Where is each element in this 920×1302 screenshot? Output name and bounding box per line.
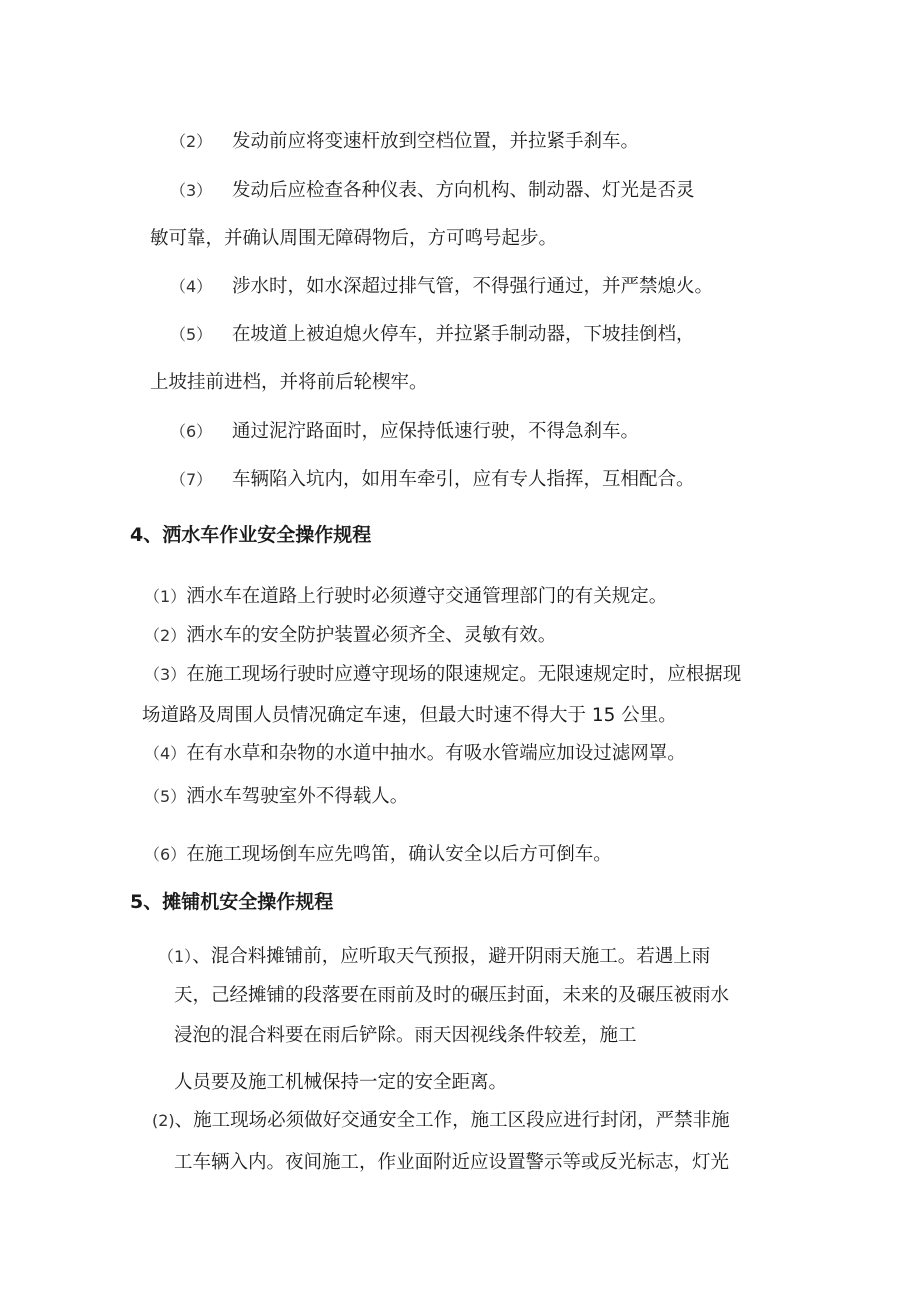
item-text: 发动后应检查各种仪表、方向机构、制动器、灯光是否灵 <box>232 180 695 201</box>
item-text: 洒水车在道路上行驶时必须遵守交通管理部门的有关规定。 <box>186 586 668 607</box>
list-item <box>170 178 695 204</box>
item-text: 涉水时，如水深超过排气管，不得强行通过，并严禁熄火。 <box>232 276 714 297</box>
list-item <box>144 623 556 649</box>
item-number: （6） <box>144 845 187 864</box>
item-text: 车辆陷入坑内，如用车牵引，应有专人指挥，互相配合。 <box>232 469 695 490</box>
section-heading: 4、洒水车作业安全操作规程 <box>130 524 372 546</box>
item-text: 在施工现场倒车应先鸣笛，确认安全以后方可倒车。 <box>186 844 612 865</box>
item-text: 洒水车的安全防护装置必须齐全、灵敏有效。 <box>186 625 557 646</box>
item-number: （4） <box>144 744 187 763</box>
item-text: 发动前应将变速杆放到空档位置，并拉紧手刹车。 <box>232 131 640 152</box>
item-continuation: 敏可靠，并确认周围无障碍物后，方可鸣号起步。 <box>150 228 558 249</box>
list-item <box>170 322 695 348</box>
list-item <box>144 842 612 868</box>
list-item <box>170 129 639 155</box>
item-text: 、混合料摊铺前，应听取天气预报，避开阴雨天施工。若遇上雨 <box>192 946 711 967</box>
item-continuation: 工车辆入内。夜间施工，作业面附近应设置警示等或反光标志，灯光 <box>174 1152 730 1173</box>
list-item <box>144 741 686 767</box>
item-text: 洒水车驾驶室外不得载人。 <box>186 786 409 807</box>
item-number: （2） <box>170 132 213 151</box>
item-continuation: 场道路及周围人员情况确定车速，但最大时速不得大于 15 公里。 <box>142 705 677 726</box>
item-continuation: 天，己经摊铺的段落要在雨前及时的碾压封面，未来的及碾压被雨水 <box>174 985 730 1006</box>
list-item <box>144 784 408 810</box>
list-item <box>170 419 639 445</box>
list-item <box>144 662 741 688</box>
item-number: （5） <box>170 325 213 344</box>
list-item <box>158 944 710 970</box>
item-text: 在施工现场行驶时应遵守现场的限速规定。无限速规定时，应根据现 <box>186 664 742 685</box>
item-continuation: 人员要及施工机械保持一定的安全距离。 <box>174 1072 508 1093</box>
item-number: （3） <box>144 665 187 684</box>
item-continuation: 浸泡的混合料要在雨后铲除。雨天因视线条件较差，施工 <box>174 1025 637 1046</box>
item-text: 通过泥泞路面时，应保持低速行驶，不得急刹车。 <box>232 421 640 442</box>
item-number: （3） <box>170 181 213 200</box>
item-text: 在坡道上被迫熄火停车，并拉紧手制动器，下坡挂倒档， <box>232 324 695 345</box>
item-number: （1） <box>144 587 187 606</box>
section-heading: 5、摊铺机安全操作规程 <box>130 891 334 913</box>
list-item <box>144 584 667 610</box>
item-continuation: 上坡挂前进档，并将前后轮楔牢。 <box>150 372 428 393</box>
item-number: （7） <box>170 470 213 489</box>
item-number: （4） <box>170 277 213 296</box>
list-item <box>170 467 695 493</box>
item-number: （6） <box>170 422 213 441</box>
item-number: (2) <box>152 1111 175 1130</box>
list-item <box>152 1108 730 1134</box>
item-text: 、施工现场必须做好交通安全工作，施工区段应进行封闭，严禁非施 <box>174 1110 730 1131</box>
item-text: 在有水草和杂物的水道中抽水。有吸水管端应加设过滤网罩。 <box>186 743 686 764</box>
list-item <box>170 274 713 300</box>
item-number: （5） <box>144 787 187 806</box>
item-number: （2） <box>144 626 187 645</box>
item-number: （1） <box>158 947 193 966</box>
